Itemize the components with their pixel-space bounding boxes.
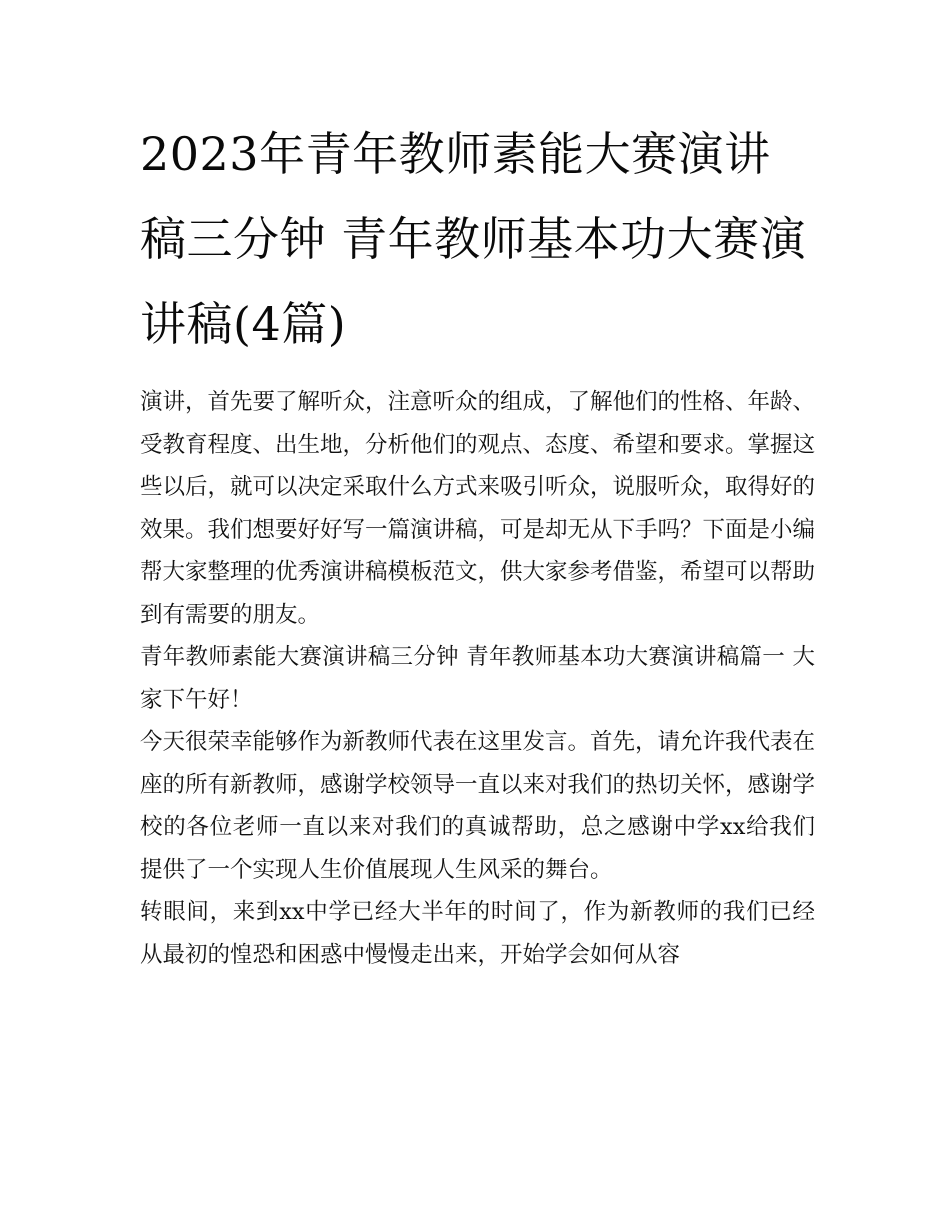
document-title: 2023年青年教师素能大赛演讲稿三分钟 青年教师基本功大赛演讲稿(4篇) bbox=[140, 127, 807, 351]
body-paragraph-1: 今天很荣幸能够作为新教师代表在这里发言。首先，请允许我代表在座的所有新教师，感谢学校领导一直以来对我们的热切关怀，感谢学校的各位老师一直以来对我们的真诚帮助，总之感谢中学xx给我们提供了一个实现人生价值展现人生风采的舞台。 bbox=[140, 729, 816, 883]
body-paragraph-2: 转眼间，来到xx中学已经大半年的时间了，作为新教师的我们已经从最初的惶恐和困惑中慢慢走出来，开始学会如何从容 bbox=[140, 899, 815, 968]
intro-paragraph: 演讲，首先要了解听众，注意听众的组成，了解他们的性格、年龄、受教育程度、出生地，分析他们的观点、态度、希望和要求。掌握这些以后，就可以决定采取什么方式来吸引听众，说服听众，取得好的效果。我们想要好好写一篇演讲稿，可是却无从下手吗？下面是小编帮大家整理的优秀演讲稿模板范文，供大家参考借鉴，希望可以帮助到有需要的朋友。 bbox=[140, 389, 816, 628]
document-page bbox=[140, 112, 815, 976]
section-heading-paragraph: 青年教师素能大赛演讲稿三分钟 青年教师基本功大赛演讲稿篇一 大家下午好！ bbox=[140, 644, 815, 713]
